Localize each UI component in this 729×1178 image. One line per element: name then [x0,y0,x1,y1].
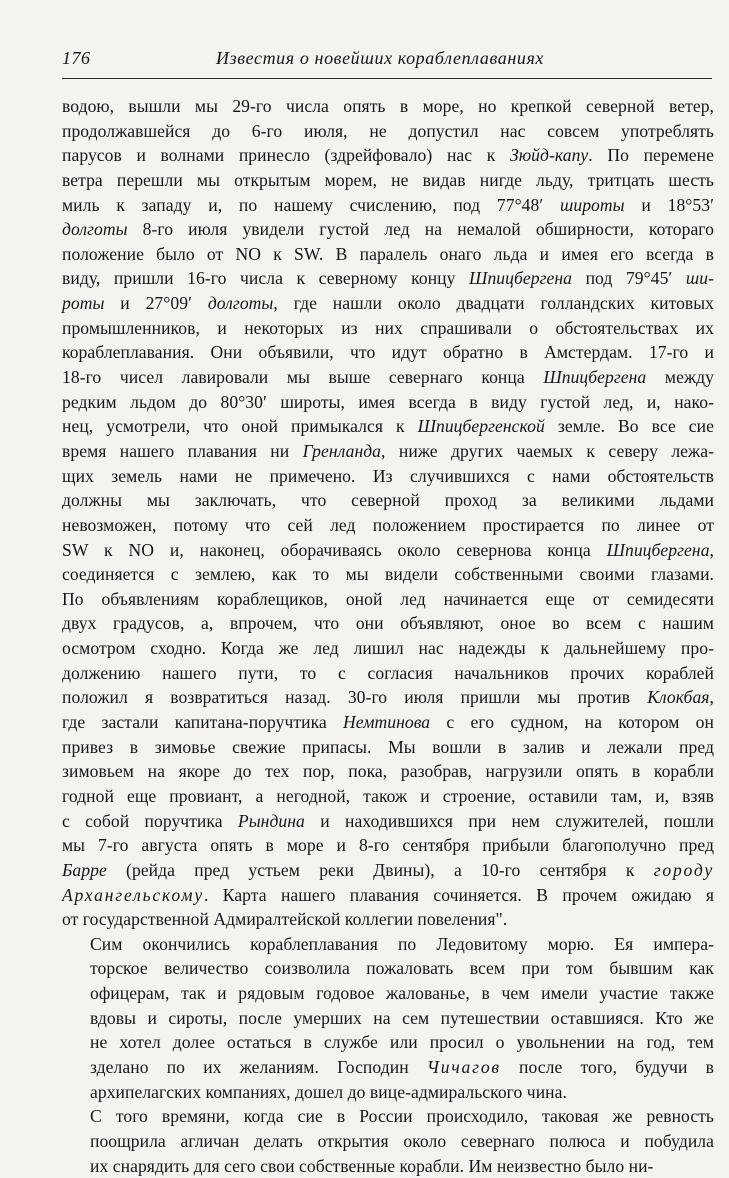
text-line [62,1006,714,1031]
text-line [62,143,714,168]
text-line [62,119,714,144]
text-line [62,439,714,464]
text-run: с его судном, на котором он [430,712,714,733]
text-line [62,1055,714,1080]
running-head: Известия о новейших кораблеплаваниях [216,48,545,68]
text-line [62,932,714,957]
text-line [62,1030,714,1055]
emphasized-text: Шпицбергенской [417,416,545,437]
text-line [62,1154,714,1178]
body-text [62,94,714,1178]
text-run: SW к NO и, наконец, оборачиваясь около севернова конца [62,539,607,560]
text-run: 18-го чисел лавировали мы выше севернаго конца [62,367,544,388]
text-line [62,883,714,908]
emphasized-text: ши- [685,268,714,289]
emphasized-text: Шпицбергена [543,367,647,388]
text-run: и находившихся при нем служителей, пошли [304,810,714,831]
text-run: их снарядить для сего свои собственные корабли. Им неизвестно было ни- [90,1155,654,1176]
text-run: положение было от NO к SW. В паралель онаго льда и имея его всегда в [62,243,714,264]
emphasized-text: долготы [207,293,274,314]
text-run: должны мы заключать, что северной проход за великими льдами [62,490,714,511]
text-line [62,759,714,784]
text-line [62,168,714,193]
emphasized-text: широты [560,194,625,215]
text-run: зимовьем на якоре до тех пор, пока, разобрав, нагрузили опять в корабли [62,761,714,782]
text-line [62,316,714,341]
text-run: , где нашли около двадцати голландских китовых [273,293,715,314]
text-line [62,414,714,439]
text-line [62,242,714,267]
text-run: с собой поручтика [62,810,238,831]
text-line [62,685,714,710]
text-run: офицерам, так и рядовым годовое жалованье, в чем имели участие также [90,983,714,1004]
text-run: время нашего плавания ни [62,440,303,461]
emphasized-text: Архангельскому [62,884,204,905]
text-run: водою, вышли мы 29-го числа опять в море, но крепкой северной ветер, [62,96,714,116]
text-line [62,464,714,489]
emphasized-text: долготы [62,219,128,240]
text-line [62,1129,714,1154]
text-run: торское величество соизволила пожаловать всем при том бывшим как [90,958,714,979]
emphasized-text: Клокбая [647,687,710,708]
text-run: невозможен, потому что сей лед положением простирается по линее от [62,514,714,535]
text-line [62,956,714,981]
text-run: соединяется с землею, как то мы видели собственными своими глазами. [62,564,714,585]
text-line [62,809,714,834]
emphasized-text: Шпицбергена [606,539,710,560]
text-run: виду, пришли 16-го числа к северному концу [62,268,470,289]
text-run: щих земель нами не примечено. Из случившихся с нами обстоятельств [62,465,714,486]
text-line [62,513,714,538]
text-run: положил я возвратиться назад. 30-го июля пришли мы против [62,687,648,708]
text-run: где застали капитана-поручтика [62,712,344,733]
text-run: под 79°45′ [572,268,686,289]
text-run: должению нашего пути, то с согласия начальников прочих кораблей [62,662,714,683]
text-run: осмотром сходно. Когда же лед лишил нас надежды к дальнейшему про- [62,638,714,659]
emphasized-text: Барре [62,859,107,880]
text-run: продолжавшейся до 6-го июля, не допустил нас совсем употреблять [62,120,714,141]
header-rule [62,78,712,79]
text-run: , [709,539,714,560]
text-line [62,390,714,415]
text-line [62,94,714,119]
emphasized-text: Немтинова [343,712,431,733]
text-run: годной еще провиант, а негодной, також и строение, оставили там, и, взяв [62,785,714,806]
text-run: . Карта нашего плавания сочиняется. В прочем ожидаю я [203,884,714,905]
text-run: кораблеплавания. Они объявили, что идут обратно в Амстердам. 17-го и [62,342,714,363]
text-line [62,193,714,218]
text-run: привез в зимовье свежие припасы. Мы вошли в залив и лежали пред [62,736,714,757]
text-run: Сим окончились кораблеплавания по Ледовитому морю. Ея импера- [90,933,714,954]
text-run: ветра перешли мы открытым морем, не видав нигде льду, тритцать шесть [62,169,714,190]
page-header [62,48,712,76]
text-run: По объявлениям кораблещиков, оной лед начинается еще от семидесяти [62,588,714,609]
text-run: , [709,687,714,708]
text-run: архипелагских компаниях, дошел до вице-адмиральского чина. [90,1081,567,1102]
text-line [62,217,714,242]
text-run: и 18°53′ [624,194,714,215]
text-line [62,587,714,612]
text-line [62,291,714,316]
text-line [62,611,714,636]
text-run: (рейда пред устьем реки Двины), а 10-го сентября к [106,859,654,880]
text-line [62,488,714,513]
text-line [62,538,714,563]
text-run: промышленников, и некоторых из них спрашивали о обстоятельствах их [62,317,714,338]
text-run: парусов и волнами принесло (здрейфовало) нас к [62,145,510,166]
text-run: нец, усмотрели, что оной примыкался к [62,416,418,437]
text-line [62,636,714,661]
paragraph [62,1104,714,1178]
text-run: редким льдом до 80°30′ широты, имея всегда в виду густой лед, и, нако- [62,391,714,412]
text-run: зделано по их желаниям. Господин [90,1056,427,1077]
paragraph [62,94,714,932]
emphasized-text: Рындина [237,810,305,831]
text-run: миль к западу и, по нашему счислению, под 77°48′ [62,194,561,215]
page-number: 176 [62,48,91,68]
text-line [62,340,714,365]
text-line [62,1104,714,1129]
text-run: земле. Во все сие [544,416,714,437]
text-run: С того времяни, когда сие в России происходило, таковая же ревность [90,1106,714,1127]
emphasized-text: городу [653,859,714,880]
text-run: двух градусов, а, впрочем, что они объявляют, оное во всем с нашим [62,613,714,634]
text-run: 8-го июля увидели густой лед на немалой обширности, котораго [127,219,714,240]
text-line [62,833,714,858]
text-run: от государственной Адмиралтейской коллегии повеления". [62,909,508,930]
text-run: вдовы и сироты, после умерших на сем путешествии оставшияся. Кто же [90,1007,714,1028]
text-line [62,907,714,932]
text-line [62,266,714,291]
text-line [62,562,714,587]
text-run: поощрила агличан делать открытия около севернаго полюса и побудила [90,1130,714,1151]
emphasized-text: роты [62,293,105,314]
text-run: . По перемене [588,145,714,166]
text-run: после того, будучи в [500,1056,714,1077]
text-run: и 27°09′ [104,293,208,314]
emphasized-text: Чичагов [426,1056,501,1077]
emphasized-text: Зюйд-капу [509,145,589,166]
text-line [62,710,714,735]
text-line [62,661,714,686]
emphasized-text: Шпицбергена [469,268,572,289]
paragraph [62,932,714,1104]
text-line [62,1080,714,1105]
text-line [62,784,714,809]
text-line [62,365,714,390]
text-run: мы 7-го августа опять в море и 8-го сентября прибыли благополучно пред [62,835,714,856]
text-run: между [646,367,714,388]
text-run: , ниже других чаемых к северу лежа- [381,440,714,461]
text-run: не хотел долее остаться в службе или просил о увольнении на год, тем [90,1032,714,1053]
text-line [62,858,714,883]
emphasized-text: Гренланда [302,440,382,461]
text-line [62,735,714,760]
text-line [62,981,714,1006]
